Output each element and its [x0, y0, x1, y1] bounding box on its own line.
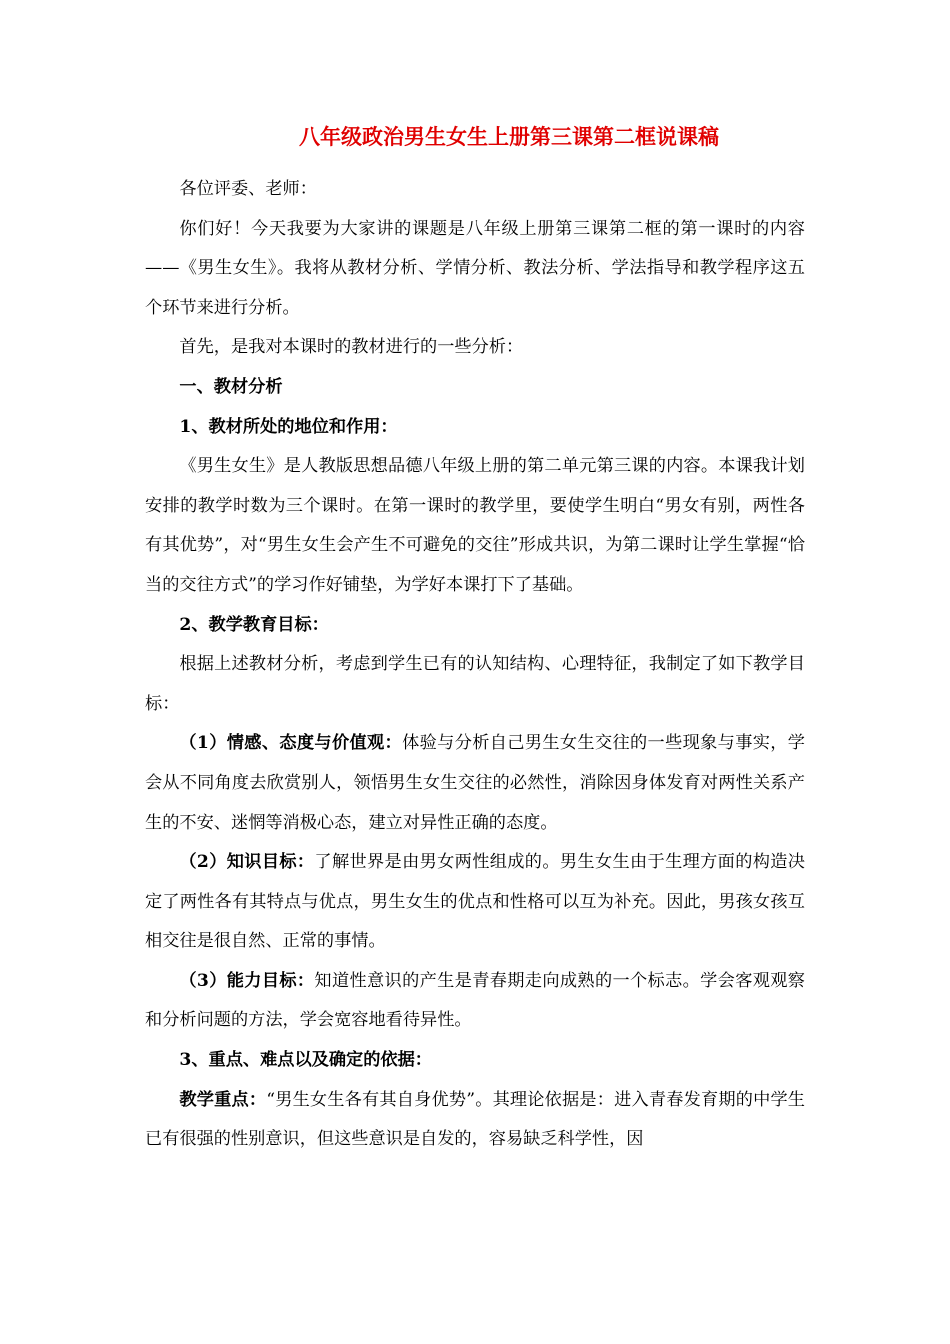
key-point-label: 教学重点： [179, 1089, 267, 1110]
goal-ability-label: （3）能力目标： [179, 970, 315, 991]
goal-knowledge-label: （2）知识目标： [179, 852, 315, 873]
goal-knowledge-paragraph [145, 843, 805, 962]
goal-emotion-text: 体验与分析自己男生女生交往的一些现象与事实，学会从不同角度去欣赏别人，领悟男生女生交往的必然性，消除因身体发育对两性关系产生的不安、迷惘等消极心态，建立对异性正确的态度。 [145, 733, 805, 833]
key-point-text: “男生女生各有其自身优势”。其理论依据是：进入青春发育期的中学生已有很强的性别意识，但这些意识是自发的，容易缺乏科学性，因 [145, 1089, 805, 1150]
greeting: 各位评委、老师： [179, 179, 317, 199]
position-role-paragraph: 《男生女生》是人教版思想品德八年级上册的第二单元第三课的内容。本课我计划安排的教学时数为三个课时。在第一课时的教学里，要使学生明白“男女有别，两性各有其优势”，对“男生女生会产生不可避免的交往”形成共识，为第二课时让学生掌握“恰当的交往方式”的学习作好铺垫，为学好本课打下了基础。 [145, 456, 805, 595]
goal-emotion-label: （1）情感、态度与价值观： [179, 733, 403, 754]
key-point-paragraph [145, 1081, 805, 1160]
goal-ability-paragraph [145, 962, 805, 1041]
subheading-position-role: 1、教材所处的地位和作用： [179, 416, 398, 437]
section-heading-teaching-material: 一、教材分析 [179, 376, 283, 397]
first-line: 首先，是我对本课时的教材进行的一些分析： [179, 337, 524, 358]
goal-emotion-paragraph [145, 724, 805, 843]
document-page [145, 118, 805, 1160]
goal-knowledge-text: 了解世界是由男女两性组成的。男生女生由于生理方面的构造决定了两性各有其特点与优点，男生女生的优点和性格可以互为补充。因此，男孩女孩互相交往是很自然、正常的事情。 [145, 852, 805, 952]
subheading-teaching-goals: 2、教学教育目标： [179, 614, 329, 635]
goal-ability-text: 知道性意识的产生是青春期走向成熟的一个标志。学会客观观察和分析问题的方法，学会宽容地看待异性。 [145, 970, 805, 1031]
intro-paragraph: 你们好！今天我要为大家讲的课题是八年级上册第三课第二框的第一课时的内容——《男生女生》。我将从教材分析、学情分析、教法分析、学法指导和教学程序这五个环节来进行分析。 [145, 218, 805, 318]
subheading-key-points: 3、重点、难点以及确定的依据： [179, 1050, 432, 1071]
teaching-goals-paragraph: 根据上述教材分析，考虑到学生已有的认知结构、心理特征，我制定了如下教学目标： [145, 654, 805, 714]
document-title: 八年级政治男生女生上册第三课第二框说课稿 [299, 124, 719, 149]
